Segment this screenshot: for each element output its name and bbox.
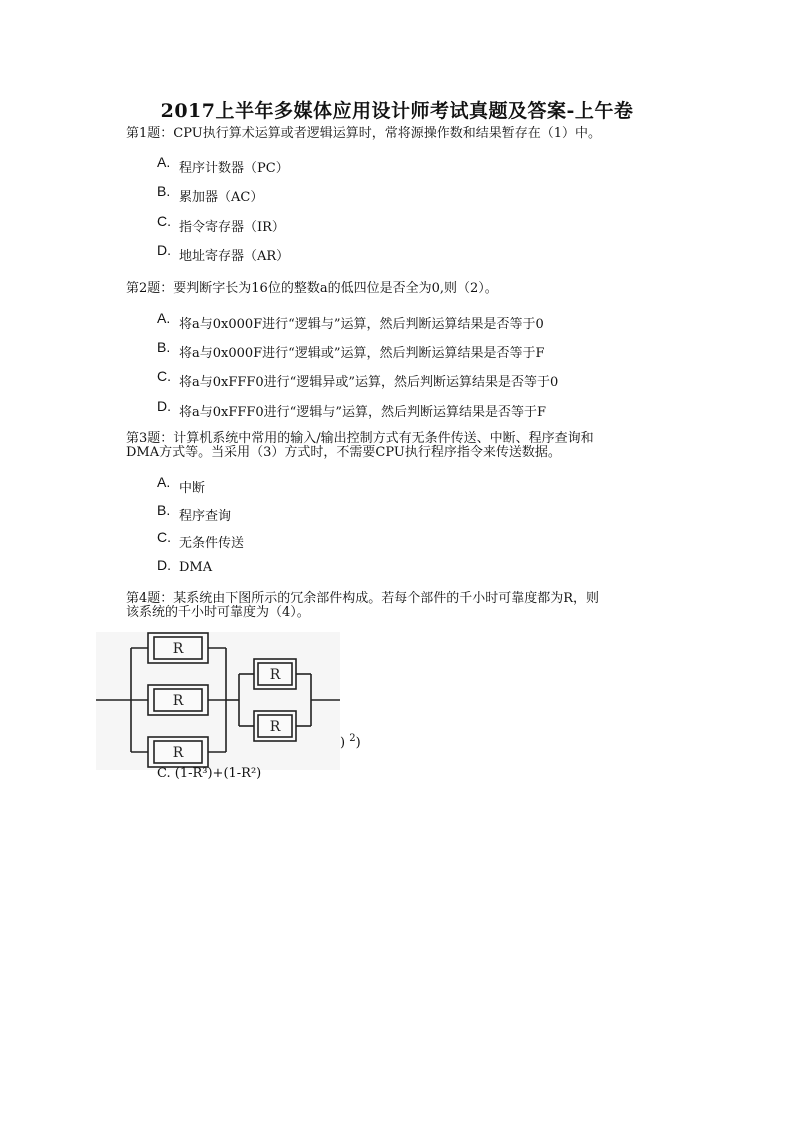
component-r-5: R: [269, 719, 281, 735]
option-text: 累加器（AC）: [179, 190, 264, 205]
option-letter: C.: [157, 368, 171, 384]
page-title: 2017上半年多媒体应用设计师考试真题及答案-上午卷: [160, 100, 634, 122]
option-letter: B.: [157, 502, 171, 518]
option-text: 程序查询: [179, 509, 232, 524]
option-letter: A.: [157, 154, 171, 170]
option-letter: C.: [157, 213, 171, 229]
option-text: 无条件传送: [179, 536, 245, 551]
question-4-text: 第4题：某系统由下图所示的冗余部件构成。若每个部件的千小时可靠度都为R，则该系统的千小时可靠度为（4）。: [126, 591, 600, 620]
option-text: 中断: [179, 481, 206, 496]
component-r-2: R: [172, 693, 184, 709]
option-text: 指令寄存器（IR）: [179, 220, 285, 235]
option-c-fragment: C. (1-R³)+(1-R²): [157, 766, 262, 780]
redundant-circuit: [96, 632, 340, 770]
option-letter: A.: [157, 474, 171, 490]
option-letter: A.: [157, 310, 171, 326]
component-r-1: R: [172, 641, 184, 657]
option-b-fragment: [340, 733, 361, 750]
option-letter: D.: [157, 242, 171, 258]
paren: ): [340, 735, 346, 751]
option-text: 将a与0x000F进行“逻辑与”运算，然后判断运算结果是否等于0: [179, 317, 544, 332]
exponent: 2: [349, 733, 356, 744]
question-1-text: 第1题：CPU执行算术运算或者逻辑运算时，常将源操作数和结果暂存在（1）中。: [126, 126, 601, 141]
option-text: 将a与0xFFF0进行“逻辑异或”运算，然后判断运算结果是否等于0: [179, 375, 559, 390]
component-r-4: R: [269, 667, 281, 683]
option-letter: D.: [157, 398, 171, 414]
question-3-text: 第3题：计算机系统中常用的输入/输出控制方式有无条件传送、中断、程序查询和DMA方式等。当采用（3）方式时，不需要CPU执行程序指令来传送数据。: [126, 431, 594, 460]
option-text: 将a与0xFFF0进行“逻辑与”运算，然后判断运算结果是否等于F: [179, 405, 546, 420]
option-text: 将a与0x000F进行“逻辑或”运算，然后判断运算结果是否等于F: [179, 346, 545, 361]
option-text: 程序计数器（PC）: [179, 161, 289, 176]
paren: ): [355, 735, 361, 751]
reliability-diagram: [96, 632, 340, 770]
option-letter: B.: [157, 183, 171, 199]
option-letter: B.: [157, 339, 171, 355]
question-2-text: 第2题：要判断字长为16位的整数a的低四位是否全为0,则（2）。: [126, 281, 498, 296]
option-letter: C.: [157, 529, 171, 545]
component-r-3: R: [172, 745, 184, 761]
option-text: 地址寄存器（AR）: [179, 249, 290, 264]
option-letter: D.: [157, 557, 171, 573]
option-text: DMA: [179, 560, 213, 575]
